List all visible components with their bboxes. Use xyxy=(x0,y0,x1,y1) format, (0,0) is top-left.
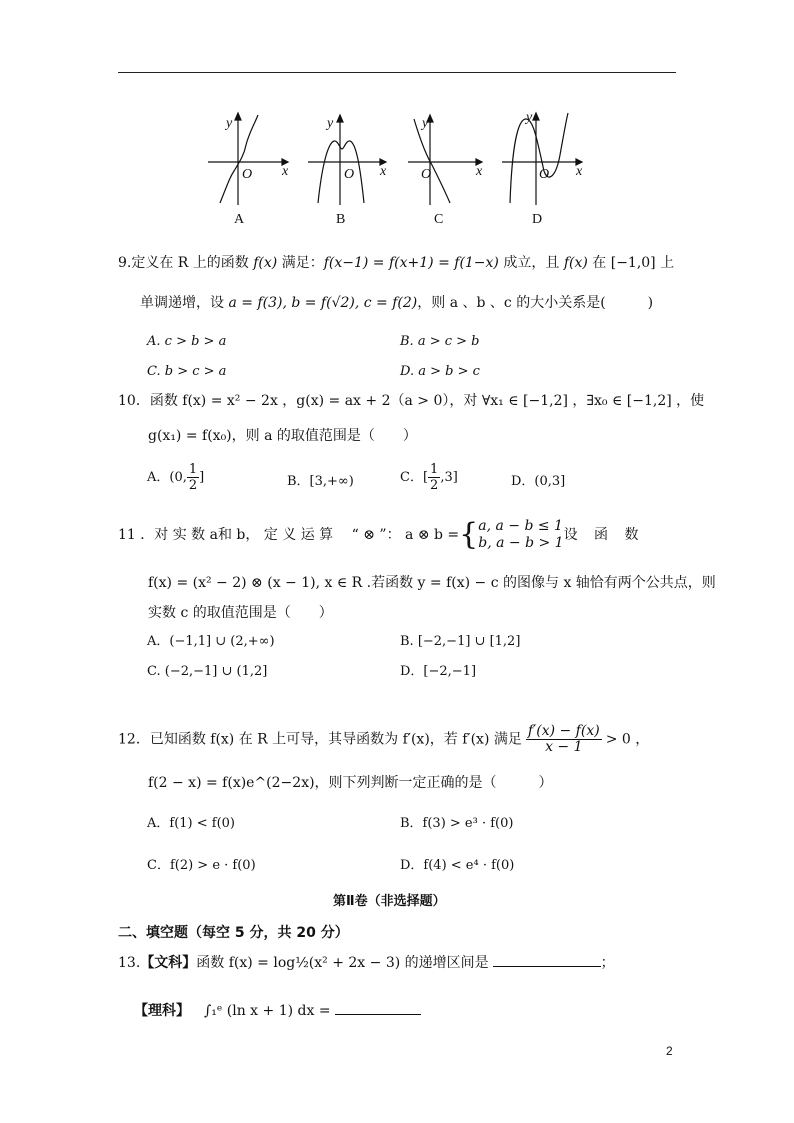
q9-text-a: 9.定义在 R 上的函数 xyxy=(118,255,254,271)
graph-d-caption: D xyxy=(532,212,543,227)
q10-option-d: D．(0,3] xyxy=(511,474,566,489)
q12-line1 xyxy=(118,724,649,755)
section2-heading: 二、填空题（每空 5 分，共 20 分） xyxy=(118,925,349,941)
q13-wen xyxy=(118,952,615,974)
graph-d-o-label: O xyxy=(539,167,550,182)
q12-line2: f(2 − x) = f(x)e^(2−2x)，则下列判断一定正确的是（ ） xyxy=(148,775,553,791)
q12-text-b: > 0 ， xyxy=(605,731,650,748)
q12-option-b: B．f(3) > e³ · f(0) xyxy=(400,816,514,831)
q13-wen-answer-blank[interactable] xyxy=(493,952,601,967)
q10-option-a-right: ] xyxy=(199,470,205,485)
q9-option-d: D. a > b > c xyxy=(400,364,480,379)
q13-li xyxy=(134,1000,421,1022)
graph-c-y-label: y xyxy=(422,116,429,131)
q9-text-g: 在 [−1,0] 上 xyxy=(587,255,675,271)
q13-number: 13. xyxy=(118,955,141,971)
q9-option-c: C. b > c > a xyxy=(147,364,227,379)
q12-fraction xyxy=(526,724,602,755)
q11-case1: a, a − b ≤ 1 xyxy=(478,518,563,534)
q12-frac-den: x − 1 xyxy=(545,739,583,755)
q9-condition: f(x−1) = f(x+1) = f(1−x) xyxy=(323,255,499,271)
q13-wen-text: 函数 f(x) = log½(x² + 2x − 3) 的递增区间是 xyxy=(196,955,489,971)
q10-line1: 10．函数 f(x) = x² − 2x ，g(x) = ax + 2（a > 0），对 ∀x₁ ∈ [−1,2] ，∃x₀ ∈ [−1,2] ，使 xyxy=(118,393,705,409)
q11-line3: 实数 c 的取值范围是（ ） xyxy=(148,605,333,621)
q10-option-b: B．[3,+∞) xyxy=(287,474,354,489)
q10-option-a-num: 1 xyxy=(188,462,198,477)
q11-cases xyxy=(478,518,563,552)
q11-option-d: D．[−2,−1] xyxy=(400,664,477,679)
q13-li-tag: 【理科】 xyxy=(134,1003,190,1019)
q9-text-2a: 单调递增，设 xyxy=(140,295,229,311)
q10-option-a-den: 2 xyxy=(188,478,198,493)
q9-text-2c: ，则 a 、b 、c 的大小关系是( ) xyxy=(417,295,654,311)
q10-option-c-label: C． xyxy=(400,470,423,485)
q9-line2 xyxy=(140,292,653,314)
q13-wen-end: ； xyxy=(600,955,615,971)
q12-text-a: 12．已知函数 f(x) 在 R 上可导，其导函数为 f′(x)，若 f′(x) 满足 xyxy=(118,731,522,748)
q10-option-a-left: (0, xyxy=(169,470,187,485)
q11-line1 xyxy=(118,518,644,552)
q9-line1 xyxy=(118,252,674,274)
q10-option-c-left: [ xyxy=(422,470,429,485)
graph-d-x-label: x xyxy=(576,164,583,179)
q9-definitions: a = f(3), b = f(√2), c = f(2) xyxy=(228,295,418,311)
q11-option-c: C. (−2,−1] ∪ (1,2] xyxy=(147,664,268,679)
graph-a-y-label: y xyxy=(226,116,233,131)
graph-a-o-label: O xyxy=(242,167,253,182)
q12-option-c: C．f(2) > e · f(0) xyxy=(147,858,256,873)
q11-option-a: A．(−1,1] ∪ (2,+∞) xyxy=(147,634,275,649)
q10-option-c-fraction xyxy=(428,462,440,493)
q12-option-d: D．f(4) < e⁴ · f(0) xyxy=(400,858,515,873)
q10-option-a xyxy=(147,462,204,493)
page-number: 2 xyxy=(666,1044,673,1058)
function-graphs-figure xyxy=(200,105,610,235)
q10-option-c-right: ,3] xyxy=(440,470,458,485)
q11-line2: f(x) = (x² − 2) ⊗ (x − 1), x ∈ R .若函数 y = f(x) − c 的图像与 x 轴恰有两个公共点，则 xyxy=(148,575,716,591)
q13-wen-tag: 【文科】 xyxy=(140,955,197,971)
graph-b-y-label: y xyxy=(327,116,334,131)
graph-a xyxy=(208,113,288,205)
q10-option-c xyxy=(400,462,458,493)
q9-option-a: A. c > b > a xyxy=(147,334,227,349)
graph-c-x-label: x xyxy=(476,164,483,179)
graph-c-o-label: O xyxy=(421,167,432,182)
q10-option-c-den: 2 xyxy=(430,478,439,493)
q13-li-text: ∫₁ᵉ (ln x + 1) dx = xyxy=(204,1003,331,1019)
q11-text-a: 11 ．对 实 数 a和 b， 定 义 运 算 “ ⊗ ”： a ⊗ b = xyxy=(118,527,460,543)
graph-c xyxy=(408,115,482,205)
q11-brace: { xyxy=(459,517,479,552)
q9-text-c: 满足： xyxy=(277,255,324,271)
q9-fx: f(x) xyxy=(253,255,278,271)
q10-option-c-num: 1 xyxy=(430,462,439,477)
section2-title: 第Ⅱ卷（非选择题） xyxy=(333,894,446,909)
q11-text-b: 设 函 数 xyxy=(563,527,645,543)
q10-option-a-label: A． xyxy=(147,470,170,485)
graph-b xyxy=(308,115,386,205)
q9-text-e: 成立，且 xyxy=(498,255,564,271)
q11-case2: b, a − b > 1 xyxy=(478,535,564,551)
graph-c-caption: C xyxy=(434,212,444,227)
q11-option-b: B. [−2,−1] ∪ [1,2] xyxy=(400,634,521,649)
q9-option-b: B. a > c > b xyxy=(400,334,480,349)
q10-line2: g(x₁) = f(x₀)，则 a 的取值范围是（ ） xyxy=(148,428,417,444)
q13-li-answer-blank[interactable] xyxy=(335,1000,421,1015)
graph-b-caption: B xyxy=(336,212,346,227)
graph-a-x-label: x xyxy=(282,164,289,179)
q9-fx2: f(x) xyxy=(563,255,588,271)
graph-d-y-label: y xyxy=(526,110,533,125)
q10-option-a-fraction xyxy=(187,462,199,493)
q12-option-a: A．f(1) < f(0) xyxy=(147,816,235,831)
graph-b-x-label: x xyxy=(380,164,387,179)
graph-a-caption: A xyxy=(234,212,245,227)
graph-b-o-label: O xyxy=(344,167,355,182)
graph-d xyxy=(502,113,582,205)
q12-frac-num: f′(x) − f(x) xyxy=(527,723,600,739)
header-rule xyxy=(118,72,676,73)
